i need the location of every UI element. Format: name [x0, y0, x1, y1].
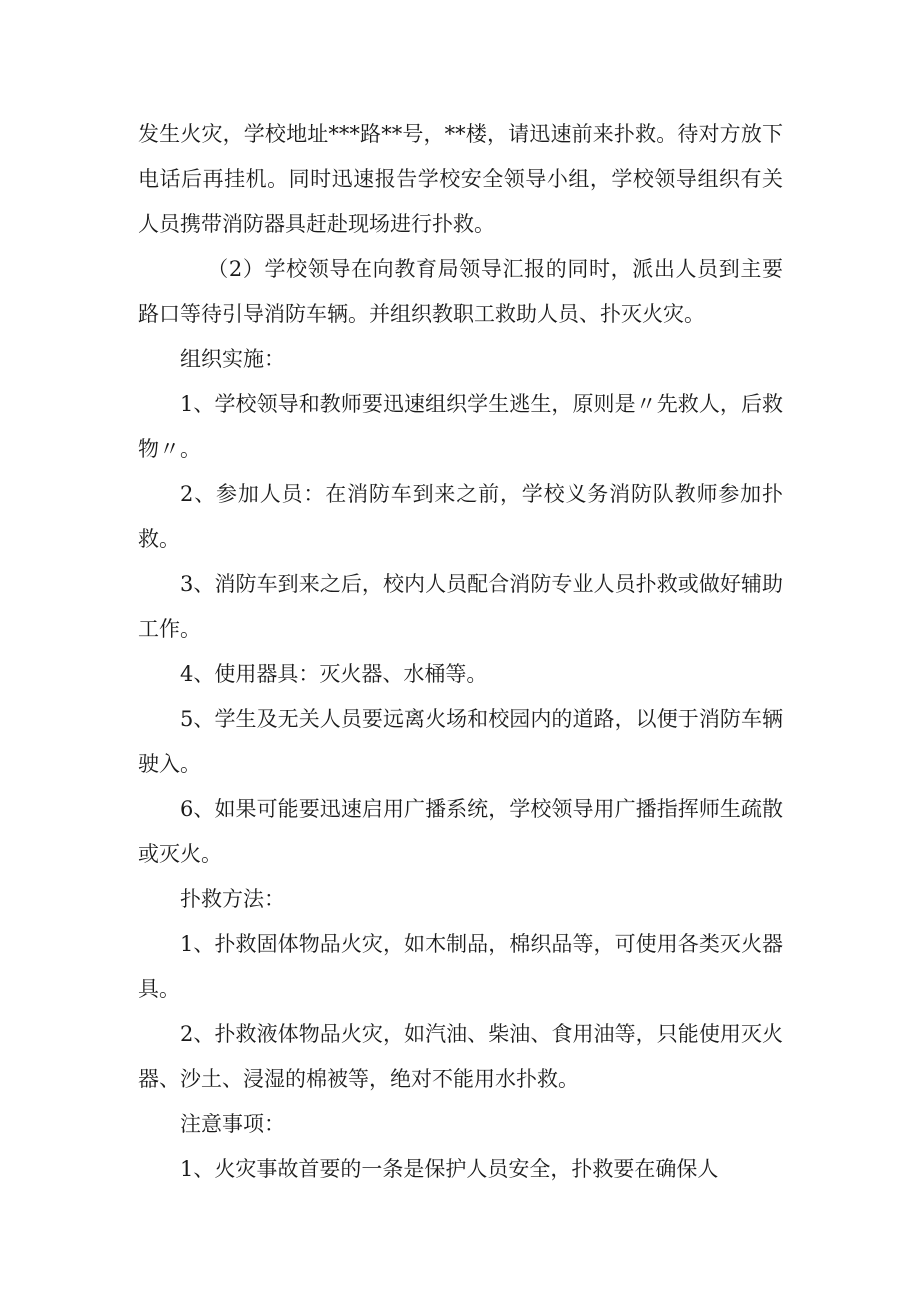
- paragraph-item-2-participants: 2、参加人员：在消防车到来之前，学校义务消防队教师参加扑救。: [138, 482, 783, 551]
- paragraph-item-6-broadcast: 6、如果可能要迅速启用广播系统，学校领导用广播指挥师生疏散或灭火。: [138, 797, 783, 866]
- heading-organization: 组织实施：: [180, 347, 285, 371]
- heading-precautions: 注意事项：: [180, 1112, 285, 1136]
- paragraph-item-4-equipment: 4、使用器具：灭火器、水桶等。: [180, 662, 488, 686]
- paragraph-item-3-cooperation: 3、消防车到来之后，校内人员配合消防专业人员扑救或做好辅助工作。: [138, 572, 783, 641]
- paragraph-precaution-1: 1、火灾事故首要的一条是保护人员安全，扑救要在确保人: [180, 1157, 719, 1181]
- heading-firefighting-methods: 扑救方法：: [180, 887, 285, 911]
- paragraph-item-1-evacuation: 1、学校领导和教师要迅速组织学生逃生，原则是〃先救人，后救物〃。: [138, 392, 783, 461]
- paragraph-method-1-solid: 1、扑救固体物品火灾，如木制品，棉织品等，可使用各类灭火器具。: [138, 932, 783, 1001]
- paragraph-fire-report-continued: 发生火灾，学校地址***路**号，**楼，请迅速前来扑救。待对方放下电话后再挂机。同时迅速报告学校安全领导小组，学校领导组织有关人员携带消防器具赶赴现场进行扑救。: [138, 122, 783, 236]
- paragraph-leader-report: （2）学校领导在向教育局领导汇报的同时，派出人员到主要路口等待引导消防车辆。并组织教职工救助人员、扑灭火灾。: [138, 257, 783, 326]
- paragraph-item-5-keep-clear: 5、学生及无关人员要远离火场和校园内的道路，以便于消防车辆驶入。: [138, 707, 783, 776]
- paragraph-method-2-liquid: 2、扑救液体物品火灾，如汽油、柴油、食用油等，只能使用灭火器、沙土、浸湿的棉被等，绝对不能用水扑救。: [138, 1022, 783, 1091]
